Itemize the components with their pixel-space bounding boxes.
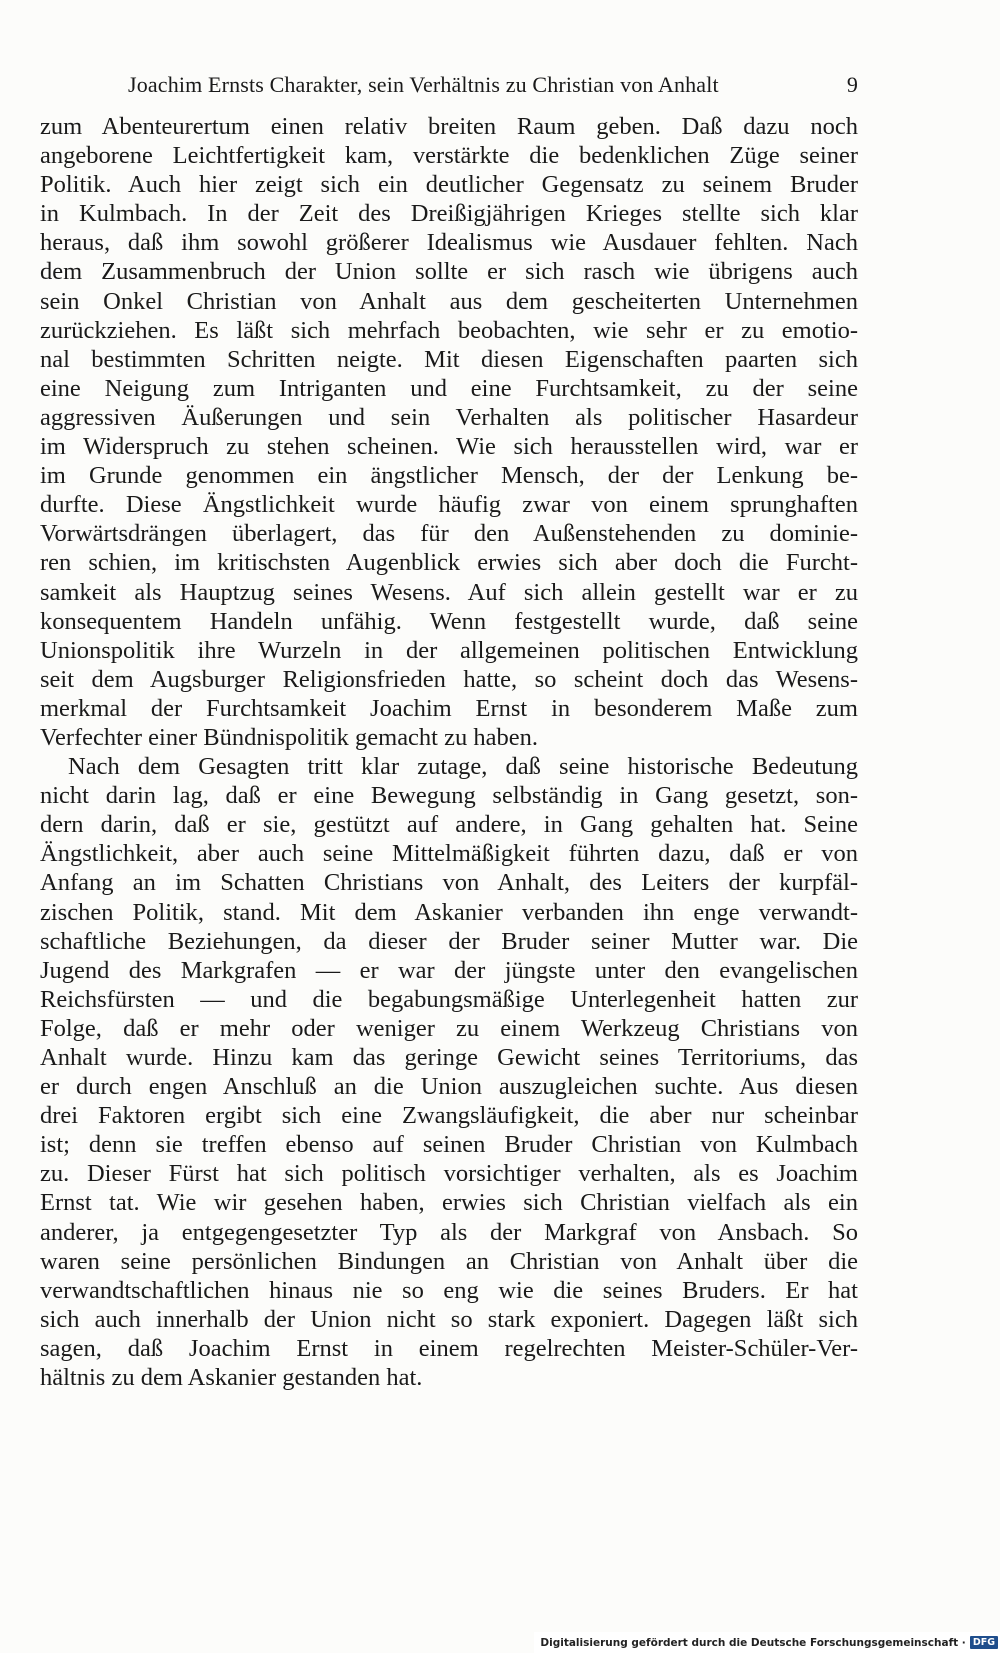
text-line: ist; denn sie treffen ebenso auf seinen Bruder Christian von Kulmbach: [40, 1131, 858, 1159]
text-line: Anfang an im Schatten Christians von Anhalt, des Leiters der kurpfäl-: [40, 869, 858, 897]
text-line: nicht darin lag, daß er eine Bewegung selbständig in Gang gesetzt, son-: [40, 782, 858, 810]
text-line: merkmal der Furchtsamkeit Joachim Ernst in besonderem Maße zum: [40, 694, 858, 722]
digitization-credit: [534, 1632, 1000, 1653]
text-line: Ernst tat. Wie wir gesehen haben, erwies sich Christian vielfach als ein: [40, 1189, 858, 1217]
text-line: sagen, daß Joachim Ernst in einem regelrechten Meister-Schüler-Ver-: [40, 1334, 858, 1362]
text-line: Politik. Auch hier zeigt sich ein deutlicher Gegensatz zu seinem Bruder: [40, 171, 858, 199]
text-line: Verfechter einer Bündnispolitik gemacht zu haben.: [40, 723, 538, 751]
text-line: verwandtschaftlichen hinaus nie so eng wie die seines Bruders. Er hat: [40, 1276, 858, 1304]
text-line: in Kulmbach. In der Zeit des Dreißigjährigen Krieges stellte sich klar: [40, 200, 858, 228]
text-line: seit dem Augsburger Religionsfrieden hatte, so scheint doch das Wesens-: [40, 665, 858, 693]
text-line: schaftliche Beziehungen, da dieser der Bruder seiner Mutter war. Die: [40, 927, 858, 955]
paragraph-1: [40, 112, 858, 752]
text-line: waren seine persönlichen Bindungen an Christian von Anhalt über die: [40, 1247, 858, 1275]
text-line: Ängstlichkeit, aber auch seine Mittelmäßigkeit führten dazu, daß er von: [40, 840, 858, 868]
text-line: eine Neigung zum Intriganten und eine Furchtsamkeit, zu der seine: [40, 374, 858, 402]
running-head: [40, 68, 858, 102]
text-line: aggressiven Äußerungen und sein Verhalten als politischer Hasardeur: [40, 403, 858, 431]
text-line: sein Onkel Christian von Anhalt aus dem gescheiterten Unternehmen: [40, 287, 858, 315]
text-line: zurückziehen. Es läßt sich mehrfach beobachten, wie sehr er zu emotio-: [40, 316, 858, 344]
text-line: sich auch innerhalb der Union nicht so stark exponiert. Dagegen läßt sich: [40, 1305, 858, 1333]
text-line: dem Zusammenbruch der Union sollte er sich rasch wie übrigens auch: [40, 258, 858, 286]
text-line: durfte. Diese Ängstlichkeit wurde häufig zwar von einem sprunghaften: [40, 491, 858, 519]
text-line: ren schien, im kritischsten Augenblick erwies sich aber doch die Furcht-: [40, 549, 858, 577]
text-line: drei Faktoren ergibt sich eine Zwangsläufigkeit, die aber nur scheinbar: [40, 1102, 858, 1130]
text-line: nal bestimmten Schritten neigte. Mit diesen Eigenschaften paarten sich: [40, 345, 858, 373]
text-line: Nach dem Gesagten tritt klar zutage, daß seine historische Bedeutung: [68, 753, 858, 781]
dfg-logo: DFG: [970, 1636, 998, 1649]
text-line: dern darin, daß er sie, gestützt auf andere, in Gang gehalten hat. Seine: [40, 811, 858, 839]
text-line: anderer, ja entgegengesetzter Typ als der Markgraf von Ansbach. So: [40, 1218, 858, 1246]
text-line: Unionspolitik ihre Wurzeln in der allgemeinen politischen Entwicklung: [40, 636, 858, 664]
text-line: zu. Dieser Fürst hat sich politisch vorsichtiger verhalten, als es Joachim: [40, 1160, 858, 1188]
text-line: Folge, daß er mehr oder weniger zu einem Werkzeug Christians von: [40, 1014, 858, 1042]
paragraph-2: [40, 752, 858, 1392]
text-line: Anhalt wurde. Hinzu kam das geringe Gewicht seines Territoriums, das: [40, 1044, 858, 1071]
text-line: konsequentem Handeln unfähig. Wenn festgestellt wurde, daß seine: [40, 607, 858, 635]
text-line: zum Abenteurertum einen relativ breiten Raum geben. Daß dazu noch: [40, 113, 858, 140]
text-line: heraus, daß ihm sowohl größerer Idealismus wie Ausdauer fehlten. Nach: [40, 229, 858, 257]
credit-text: Digitalisierung gefördert durch die Deutsche Forschungsgemeinschaft ·: [540, 1636, 966, 1649]
text-line: hältnis zu dem Askanier gestanden hat.: [40, 1364, 423, 1392]
running-title: Joachim Ernsts Charakter, sein Verhältnis zu Christian von Anhalt: [128, 72, 719, 97]
text-line: angeborene Leichtfertigkeit kam, verstärkte die bedenklichen Züge seiner: [40, 142, 858, 170]
text-line: im Widerspruch zu stehen scheinen. Wie sich herausstellen wird, war er: [40, 433, 858, 461]
text-line: im Grunde genommen ein ängstlicher Mensch, der der Lenkung be-: [40, 462, 858, 490]
text-line: samkeit als Hauptzug seines Wesens. Auf sich allein gestellt war er zu: [40, 578, 858, 606]
page-number: 9: [846, 72, 858, 97]
text-line: Reichsfürsten — und die begabungsmäßige Unterlegenheit hatten zur: [40, 985, 858, 1013]
text-line: Jugend des Markgrafen — er war der jüngste unter den evangelischen: [40, 956, 858, 984]
text-line: Vorwärtsdrängen überlagert, das für den Außenstehenden zu dominie-: [40, 520, 858, 548]
body-text: [40, 112, 858, 1392]
text-line: zischen Politik, stand. Mit dem Askanier verbanden ihn enge verwandt-: [40, 898, 858, 926]
text-line: er durch engen Anschluß an die Union auszugleichen suchte. Aus diesen: [40, 1073, 858, 1101]
